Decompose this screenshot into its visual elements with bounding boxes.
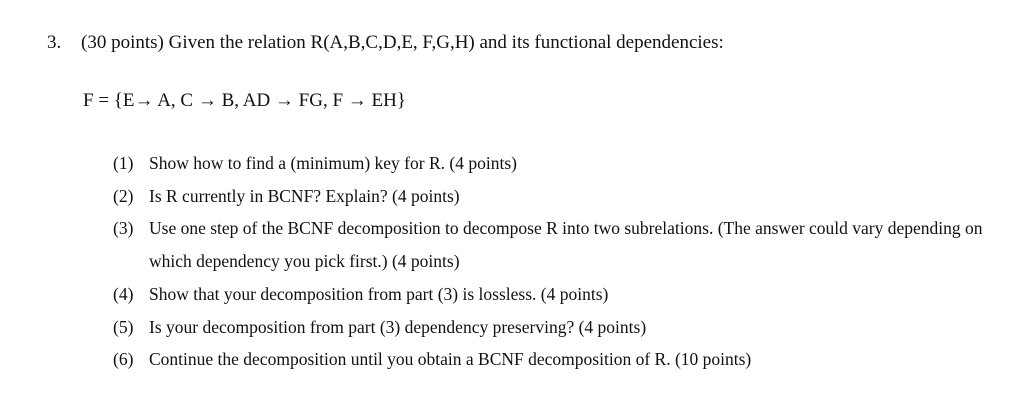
part-number: (6)	[113, 349, 134, 370]
part-text: Show that your decomposition from part (3) is lossless. (4 points)	[149, 283, 609, 304]
part-number: (2)	[113, 185, 134, 206]
question-part-2	[113, 180, 993, 213]
question-part-1	[113, 147, 993, 180]
question-parts-list	[113, 147, 993, 376]
functional-dependencies: F = {E→ A, C → B, AD → FG, F → EH}	[83, 90, 406, 111]
question-part-4	[113, 278, 993, 311]
question-prompt: (30 points) Given the relation R(A,B,C,D,E, F,G,H) and its functional dependencies:	[81, 32, 724, 53]
part-text: Is R currently in BCNF? Explain? (4 points)	[149, 185, 460, 206]
question-part-5	[113, 311, 993, 344]
part-number: (4)	[113, 283, 134, 304]
question-part-6	[113, 343, 993, 376]
question-part-3	[113, 212, 993, 277]
part-number: (5)	[113, 316, 134, 337]
part-number: (3)	[113, 218, 134, 239]
part-number: (1)	[113, 153, 134, 173]
question-number: 3.	[47, 32, 62, 53]
part-text: Show how to find a (minimum) key for R. (4 points)	[149, 153, 517, 173]
question-header	[47, 31, 724, 55]
part-text: Use one step of the BCNF decomposition to decompose R into two subrelations. (The answer could vary depending on which dependency you pick first.) (4 points)	[149, 218, 983, 272]
part-text: Is your decomposition from part (3) dependency preserving? (4 points)	[149, 316, 647, 337]
part-text: Continue the decomposition until you obtain a BCNF decomposition of R. (10 points)	[149, 349, 752, 370]
